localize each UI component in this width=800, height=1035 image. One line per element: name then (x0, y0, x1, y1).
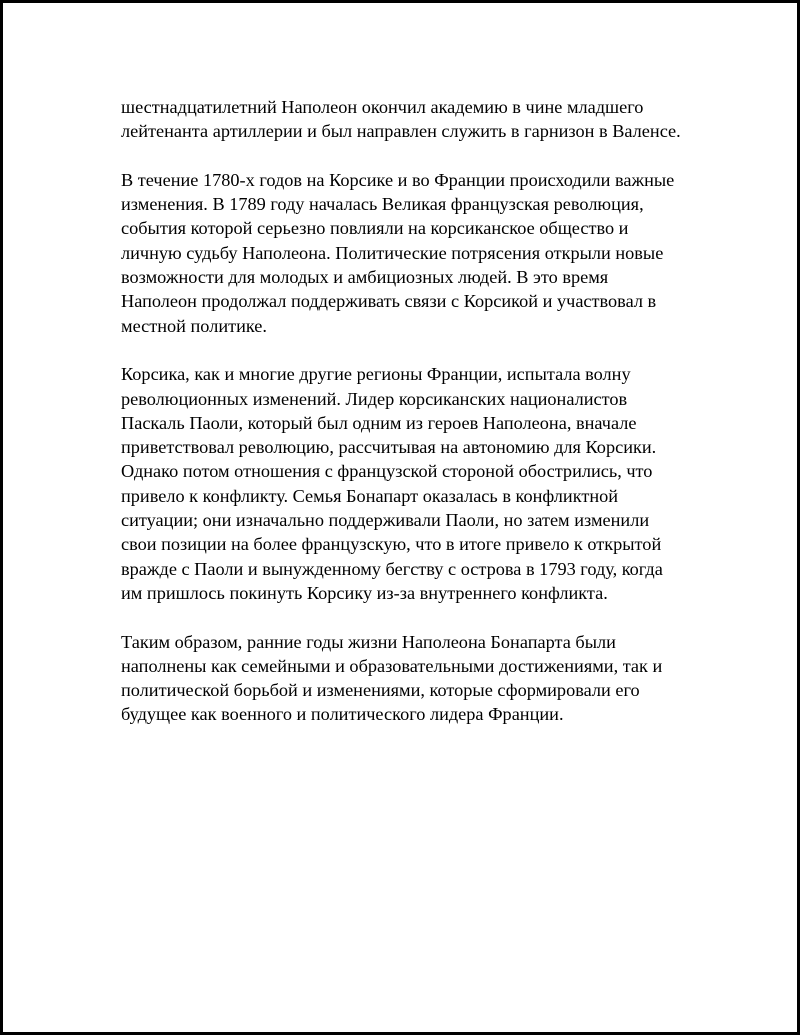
text-line: политической борьбой и изменениями, которые сформировали его (121, 680, 640, 701)
text-line: возможности для молодых и амбициозных людей. В это время (121, 267, 609, 288)
text-line: события которой серьезно повлияли на корсиканское общество и (121, 218, 629, 239)
text-line: изменения. В 1789 году началась Великая французская революция, (121, 194, 644, 215)
paragraph (121, 630, 721, 727)
text-line: привело к конфликту. Семья Бонапарт оказалась в конфликтной (121, 485, 619, 506)
text-line: будущее как военного и политического лидера Франции. (121, 704, 564, 725)
text-line: приветствовал революцию, рассчитывая на автономию для Корсики. (121, 437, 657, 458)
text-line: им пришлось покинуть Корсику из-за внутреннего конфликта. (121, 582, 608, 603)
text-line: Таким образом, ранние годы жизни Наполеона Бонапарта были (121, 631, 616, 652)
text-line: революционных изменений. Лидер корсиканских националистов (121, 388, 628, 409)
text-line: Паскаль Паоли, который был одним из героев Наполеона, вначале (121, 412, 637, 433)
paragraph (121, 362, 721, 605)
text-line: вражде с Паоли и вынужденному бегству с острова в 1793 году, когда (121, 558, 663, 579)
text-line: В течение 1780-х годов на Корсике и во Франции происходили важные (121, 169, 675, 190)
text-line: местной политике. (121, 315, 267, 336)
text-line: Корсика, как и многие другие регионы Франции, испытала волну (121, 364, 631, 385)
text-line: наполнены как семейными и образовательными достижениями, так и (121, 655, 663, 676)
document-body (121, 95, 721, 751)
text-line: лейтенанта артиллерии и был направлен служить в гарнизон в Валенсе. (121, 121, 681, 142)
text-line: ситуации; они изначально поддерживали Паоли, но затем изменили (121, 510, 650, 531)
text-line: личную судьбу Наполеона. Политические потрясения открыли новые (121, 242, 664, 263)
text-line: свои позиции на более французскую, что в итоге привело к открытой (121, 534, 662, 555)
paragraph (121, 95, 721, 144)
text-line: шестнадцатилетний Наполеон окончил академию в чине младшего (121, 97, 644, 117)
text-line: Однако потом отношения с французской стороной обострились, что (121, 461, 653, 482)
text-line: Наполеон продолжал поддерживать связи с Корсикой и участвовал в (121, 291, 657, 312)
paragraph (121, 168, 721, 338)
